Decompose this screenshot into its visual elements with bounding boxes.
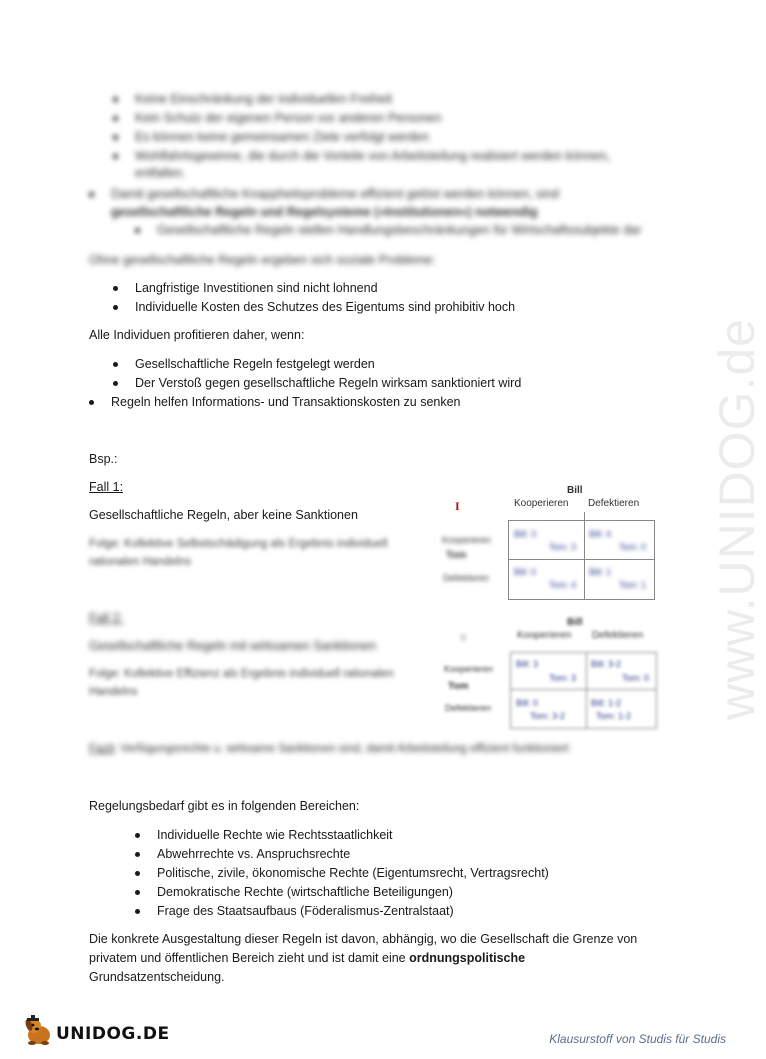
- regulation-item-2: Abwehrrechte vs. Anspruchsrechte: [157, 847, 351, 861]
- regulation-intro: Regelungsbedarf gibt es in folgenden Bereichen:: [89, 799, 360, 813]
- case1-cell-6: Tom: 4: [549, 580, 577, 590]
- case1-cell-5: Bill: 0: [514, 567, 537, 577]
- case2-cell-7: Tom: 3-2: [530, 711, 566, 721]
- problem-item-1: Langfristige Investitionen sind nicht lohnend: [135, 281, 378, 295]
- case2-cell-3: Tom: 3: [549, 673, 577, 683]
- case1-player-top: Bill: [567, 485, 583, 496]
- case2-blurred-2: Handelns: [89, 686, 138, 698]
- conclusion-line-2-bold: ordnungspolitische: [409, 951, 526, 965]
- conclusion-line-2: [89, 950, 525, 966]
- regulation-item-3: Politische, zivile, ökonomische Rechte (Eigentumsrecht, Vertragsrecht): [157, 866, 549, 880]
- case1-cell-3: Bill: 4: [589, 529, 612, 539]
- logo[interactable]: [22, 1013, 56, 1050]
- regulation-item-5: Frage des Staatsaufbaus (Föderalismus-Zentralstaat): [157, 904, 454, 918]
- regulation-item-1: Individuelle Rechte wie Rechtsstaatlichkeit: [157, 828, 393, 842]
- case1-matrix-hline: [508, 559, 654, 560]
- conclusion-line-3: Grundsatzentscheidung.: [89, 970, 225, 984]
- blurred-item-4-cont: entfallen.: [135, 166, 186, 180]
- case1-marker: I: [455, 499, 460, 513]
- fazit-line: [89, 741, 569, 757]
- case2-cell-2: Bill: 3-2: [591, 659, 622, 669]
- case1-col-1: Kooperieren: [514, 498, 569, 509]
- blurred-item-4: Wohlfahrtsgewinne, die durch die Vorteile von Arbeitsteilung realisiert werden können,: [135, 149, 611, 163]
- conclusion-line-2-text: privatem und öffentlichen Bereich zieht und ist damit eine: [89, 951, 410, 965]
- case1-blurred-2: rationalen Handelns: [89, 556, 192, 568]
- benefit-item-2: Der Verstoß gegen gesellschaftliche Regeln wirksam sanktioniert wird: [135, 376, 522, 390]
- case2-cell-5: Bill: 0: [516, 698, 539, 708]
- case2-cell-8: Tom: 1-2: [596, 711, 632, 721]
- example-label: Bsp.:: [89, 452, 118, 466]
- footer-tagline: Klausurstoff von Studis für Studis: [549, 1032, 726, 1046]
- blurred-sub-item: Gesellschaftliche Regeln stellen Handlungsbeschränkungen für Wirtschaftssubjekte dar: [157, 223, 642, 237]
- fazit-text: : Verfügungsrechte u. wirksame Sanktionen sind, damit Arbeitsteilung effizient funktioniert: [113, 743, 569, 755]
- case2-player-top: Bill: [567, 617, 583, 628]
- case1-row-player: Tom: [446, 550, 467, 561]
- case1-blurred-1: Folge: Kollektive Selbstschädigung als Ergebnis individuell: [89, 538, 388, 550]
- watermark: www.UNIDOG.de: [709, 318, 765, 720]
- case1-row-1: Kooperieren: [442, 535, 492, 545]
- blurred-outer-line-1: Damit gesellschaftliche Knappheitsprobleme effizient gelöst werden können, sind: [111, 187, 559, 201]
- case2-title: Fall 2:: [89, 611, 124, 625]
- case1-cell-8: Tom: 1: [619, 580, 647, 590]
- case2-matrix-vline: [586, 652, 587, 728]
- case1-matrix-vline: [584, 520, 585, 599]
- case1-cell-2: Tom: 3: [549, 542, 577, 552]
- case1-title: Fall 1:: [89, 480, 124, 494]
- conclusion-line-1: Die konkrete Ausgestaltung dieser Regeln ist davon, abhängig, wo die Gesellschaft die Grenze von: [89, 932, 638, 946]
- dog-logo-icon: [22, 1013, 56, 1047]
- case2-row-player: Tom: [448, 681, 469, 692]
- case1-cell-1: Bill: 3: [514, 529, 537, 539]
- problem-item-2: Individuelle Kosten des Schutzes des Eigentums sind prohibitiv hoch: [135, 300, 516, 314]
- logo-text: UNIDOG.DE: [56, 1024, 170, 1044]
- outer-bullet: Regeln helfen Informations- und Transaktionskosten zu senken: [111, 395, 461, 409]
- case2-cell-1: Bill: 3: [516, 659, 539, 669]
- blurred-intro: Ohne gesellschaftliche Regeln ergeben sich soziale Probleme:: [89, 253, 436, 267]
- blurred-outer-line-2: gesellschaftliche Regeln und Regelsysteme (»Institutionen«) notwendig: [111, 205, 538, 219]
- benefit-intro: Alle Individuen profitieren daher, wenn:: [89, 328, 305, 342]
- benefit-item-1: Gesellschaftliche Regeln festgelegt werden: [135, 357, 375, 371]
- regulation-item-4: Demokratische Rechte (wirtschaftliche Beteiligungen): [157, 885, 453, 899]
- case2-row-1: Kooperieren: [444, 664, 494, 674]
- case2-cell-4: Tom: 0: [622, 673, 650, 683]
- case1-row-2: Defektieren: [443, 573, 490, 583]
- case2-row-2: Defektieren: [445, 703, 492, 713]
- blurred-item-1: Keine Einschränkung der individuellen Freiheit: [135, 92, 393, 106]
- case2-marker: II: [460, 633, 467, 644]
- case1-cell-7: Bill: 1: [589, 567, 612, 577]
- case2-cell-6: Bill: 1-2: [591, 698, 622, 708]
- case2-blurred-1: Folge: Kollektive Effizienz als Ergebnis individuell rationalen: [89, 668, 394, 680]
- case2-subtitle: Gesellschaftliche Regeln mit wirksamen Sanktionen: [89, 639, 376, 653]
- case1-cell-4: Tom: 0: [619, 542, 647, 552]
- blurred-item-3: Es können keine gemeinsamen Ziele verfolgt werden: [135, 130, 429, 144]
- case2-col-2: Defektieren: [592, 630, 644, 641]
- fazit-label: Fazit: [89, 743, 114, 755]
- case1-subtitle: Gesellschaftliche Regeln, aber keine Sanktionen: [89, 508, 358, 522]
- case1-col-2: Defektieren: [588, 498, 640, 509]
- case2-matrix-hline: [510, 689, 656, 690]
- blurred-item-2: Kein Schutz der eigenen Person vor anderen Personen: [135, 111, 442, 125]
- case2-col-1: Kooperieren: [517, 630, 572, 641]
